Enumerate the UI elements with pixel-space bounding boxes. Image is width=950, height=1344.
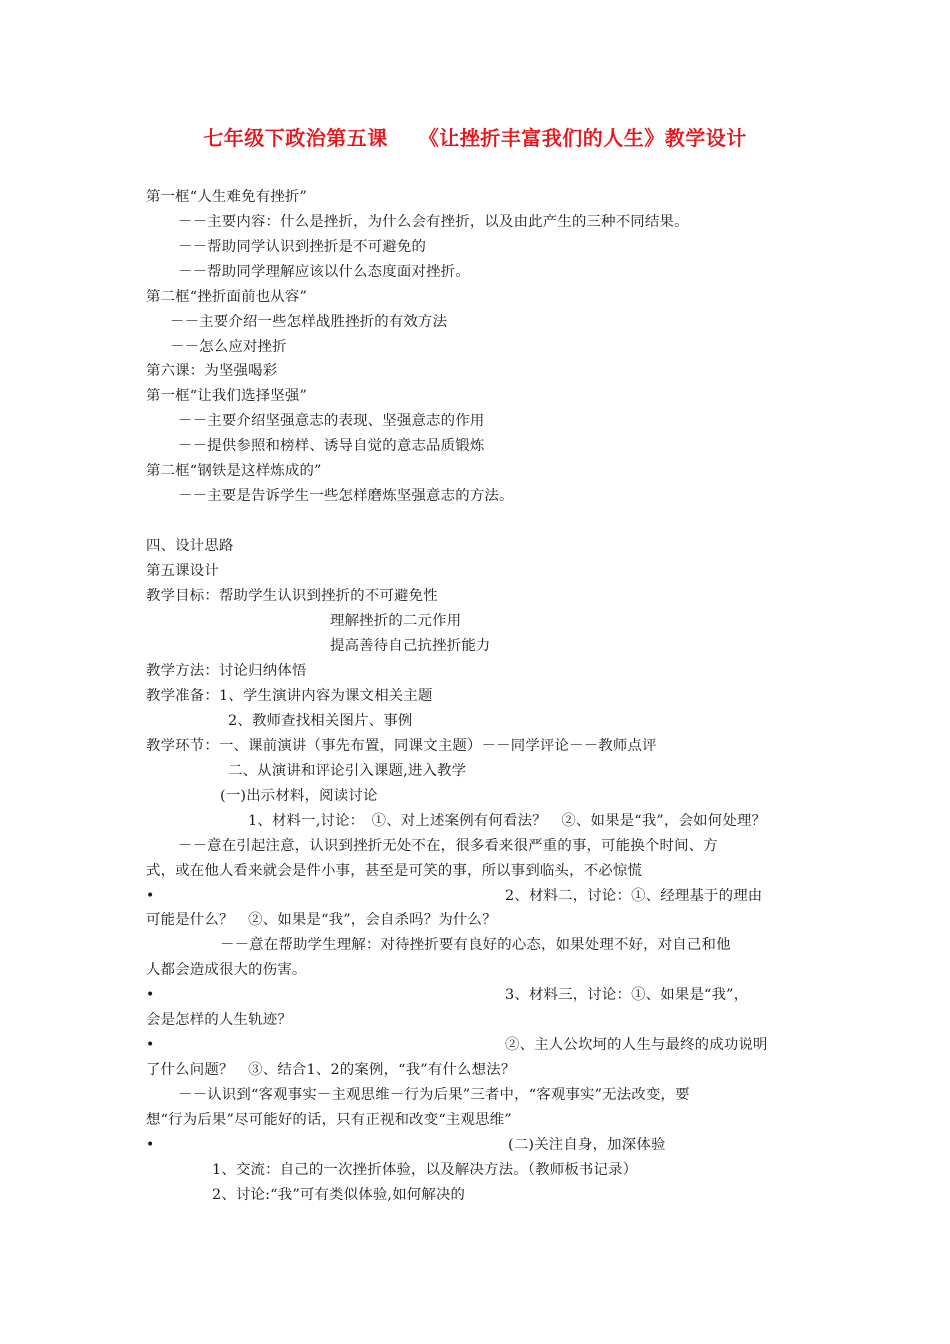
text-line: 会是怎样的人生轨迹？ bbox=[146, 1012, 292, 1028]
bullet-marker: • bbox=[146, 987, 155, 1003]
text-line: 教学目标：帮助学生认识到挫折的不可避免性 bbox=[146, 588, 438, 604]
text-line: －－帮助同学认识到挫折是不可避免的 bbox=[178, 239, 427, 255]
text-line: 第二框“挫折面前也从容” bbox=[146, 289, 308, 305]
text-line: ②、主人公坎坷的人生与最终的成功说明 bbox=[505, 1037, 768, 1053]
text-line: 教学准备：1、学生演讲内容为课文相关主题 bbox=[146, 688, 433, 704]
text-line: (二)关注自身，加深体验 bbox=[508, 1137, 666, 1153]
text-line: －－认识到“客观事实－主观思维－行为后果”三者中，“客观事实”无法改变，要 bbox=[178, 1087, 690, 1103]
text-line: 教学方法：讨论归纳体悟 bbox=[146, 663, 307, 679]
text-line: －－主要介绍坚强意志的表现、坚强意志的作用 bbox=[178, 413, 485, 429]
text-line: (一)出示材料，阅读讨论 bbox=[220, 788, 378, 804]
text-line: －－主要是告诉学生一些怎样磨炼坚强意志的方法。 bbox=[178, 488, 514, 504]
text-line: 2、讨论:“我”可有类似体验,如何解决的 bbox=[212, 1187, 466, 1203]
document-title: 七年级下政治第五课 《让挫折丰富我们的人生》教学设计 bbox=[203, 126, 747, 150]
bullet-marker: • bbox=[146, 888, 155, 904]
text-line: 了什么问题？ ③、结合1、2的案例，“我”有什么想法？ bbox=[146, 1062, 516, 1078]
text-line: －－提供参照和榜样、诱导自觉的意志品质锻炼 bbox=[178, 438, 485, 454]
text-line: 想“行为后果”尽可能好的话，只有正视和改变“主观思维” bbox=[146, 1112, 512, 1128]
text-line: －－主要内容：什么是挫折，为什么会有挫折，以及由此产生的三种不同结果。 bbox=[178, 214, 689, 230]
text-line: 第五课设计 bbox=[146, 563, 219, 579]
text-line: 第六课：为坚强喝彩 bbox=[146, 363, 278, 379]
text-line: 第二框“钢铁是这样炼成的” bbox=[146, 463, 322, 479]
text-line: －－怎么应对挫折 bbox=[170, 339, 287, 355]
text-line: 提高善待自己抗挫折能力 bbox=[330, 638, 491, 654]
text-line: 式，或在他人看来就会是件小事，甚至是可笑的事，所以事到临头，不必惊慌 bbox=[146, 863, 643, 879]
text-line: 第一框“让我们选择坚强” bbox=[146, 388, 308, 404]
text-line: 人都会造成很大的伤害。 bbox=[146, 962, 307, 978]
text-line: －－主要介绍一些怎样战胜挫折的有效方法 bbox=[170, 314, 448, 330]
text-line: 3、材料三，讨论：①、如果是“我”， bbox=[505, 987, 749, 1003]
text-line: 二、从演讲和评论引入课题,进入教学 bbox=[228, 763, 467, 779]
bullet-marker: • bbox=[146, 1037, 155, 1053]
text-line: －－意在帮助学生理解：对待挫折要有良好的心态，如果处理不好，对自己和他 bbox=[220, 937, 731, 953]
text-line: 可能是什么？ ②、如果是“我”，会自杀吗？为什么？ bbox=[146, 912, 497, 928]
text-line: 第一框“人生难免有挫折” bbox=[146, 189, 308, 205]
text-line: －－意在引起注意，认识到挫折无处不在，很多看来很严重的事，可能换个时间、方 bbox=[178, 838, 718, 854]
text-line: 2、教师查找相关图片、事例 bbox=[228, 713, 413, 729]
bullet-marker: • bbox=[146, 1137, 155, 1153]
section-heading: 四、设计思路 bbox=[146, 538, 234, 554]
text-line: 2、材料二，讨论：①、经理基于的理由 bbox=[505, 888, 763, 904]
text-line: 1、交流：自己的一次挫折体验，以及解决方法。（教师板书记录） bbox=[212, 1162, 638, 1178]
text-line: 1、材料一,讨论： ①、对上述案例有何看法？ ②、如果是“我”，会如何处理？ bbox=[248, 813, 767, 829]
text-line: 教学环节：一、课前演讲（事先布置，同课文主题）－－同学评论－－教师点评 bbox=[146, 738, 657, 754]
text-line: 理解挫折的二元作用 bbox=[330, 613, 462, 629]
text-line: －－帮助同学理解应该以什么态度面对挫折。 bbox=[178, 264, 470, 280]
